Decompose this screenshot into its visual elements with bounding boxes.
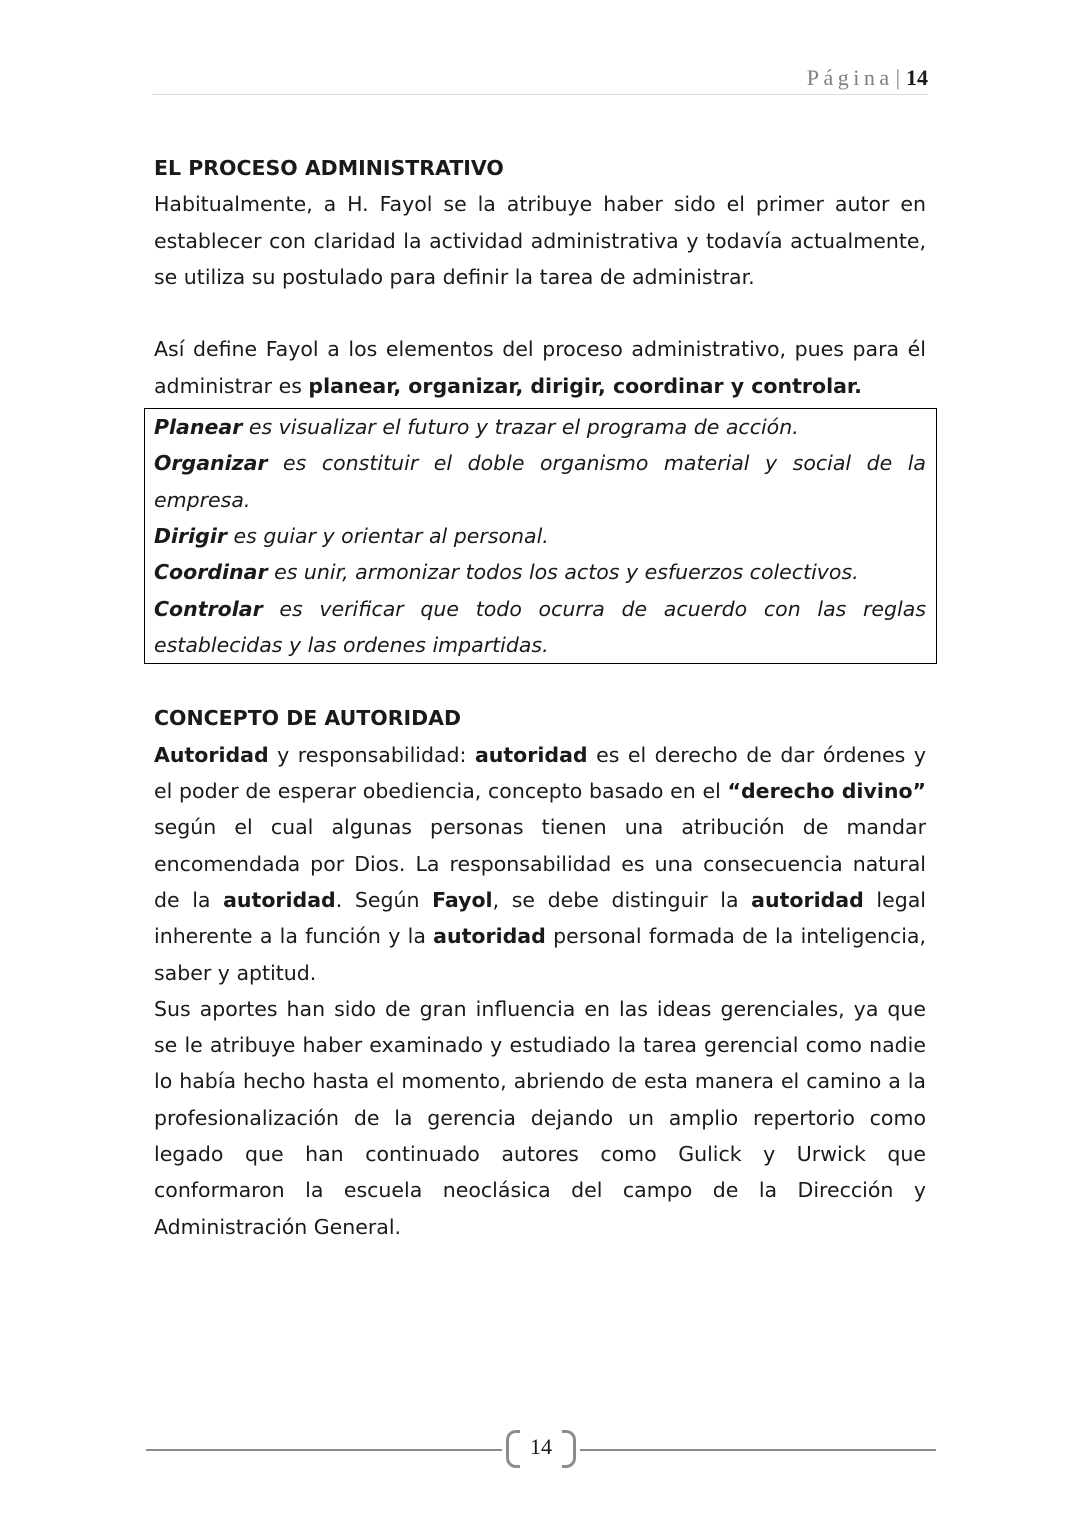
- definition-term: Dirigir: [154, 523, 227, 548]
- paragraph-autoridad: [154, 737, 926, 991]
- spacer: [154, 295, 926, 331]
- text-run: , se debe distinguir la: [492, 887, 752, 912]
- bold-run: Fayol: [432, 887, 493, 912]
- paragraph-elements: [154, 331, 926, 404]
- paragraph-fayol-intro: Habitualmente, a H. Fayol se la atribuye haber sido el primer autor en establecer con claridad la actividad administrativa y todavía actualmente, se utiliza su postulado para definir la tarea de administrar.: [154, 192, 926, 289]
- document-body: [154, 150, 926, 1245]
- text-run: legal inherente a la función y la: [154, 887, 926, 949]
- definition-term: Planear: [154, 415, 243, 440]
- definitions-box: [144, 408, 937, 664]
- page-label: [807, 64, 928, 92]
- definition-text: es constituir el doble organismo material y social de la empresa.: [154, 451, 926, 512]
- definition-term: Organizar: [154, 451, 268, 476]
- paragraph-elements-bold: planear, organizar, dirigir, coordinar y controlar.: [308, 373, 862, 398]
- left-bracket-icon: [506, 1430, 520, 1468]
- footer-rule-left: [146, 1449, 502, 1451]
- definition-planear: [154, 409, 926, 445]
- bold-run: autoridad: [433, 924, 546, 949]
- right-bracket-icon: [562, 1430, 576, 1468]
- page-word: Página: [806, 65, 894, 90]
- bold-run: autoridad: [751, 887, 864, 912]
- spacer: [154, 664, 926, 700]
- text-run: según el cual algunas personas tienen una atribución de mandar encomendada por Dios. La responsabilidad es una consecuencia natural de la: [154, 815, 926, 912]
- page-separator: |: [895, 65, 900, 90]
- definition-text: es unir, armonizar todos los actos y esfuerzos colectivos.: [267, 560, 859, 585]
- paragraph-aportes: Sus aportes han sido de gran influencia en las ideas gerenciales, ya que se le atribuye haber examinado y estudiado la tarea gerencial como nadie lo había hecho hasta el momento, abriendo de esta manera el camino a la profesionalización de la gerencia dejando un amplio repertorio como legado que han continuado autores como Gulick y Urwick que conformaron la escuela neoclásica del campo de la Dirección y Administración General.: [154, 996, 926, 1239]
- definition-dirigir: [154, 518, 926, 554]
- page-footer: [146, 1428, 936, 1476]
- bold-run: Autoridad: [154, 742, 269, 767]
- text-run: . Según: [335, 887, 433, 912]
- text-run: y responsabilidad:: [268, 742, 475, 767]
- definition-term: Controlar: [154, 596, 263, 621]
- header-page-number: 14: [906, 65, 928, 90]
- definition-text: es verificar que todo ocurra de acuerdo con las reglas establecidas y las ordenes impartidas.: [154, 596, 926, 657]
- text-run: es el derecho de dar órdenes y el poder de esperar obediencia, concepto basado en el: [154, 742, 926, 804]
- definition-coordinar: [154, 554, 926, 590]
- definition-text: es guiar y orientar al personal.: [227, 523, 549, 548]
- definition-term: Coordinar: [154, 560, 268, 585]
- bold-run: “derecho divino”: [727, 779, 926, 804]
- section-title-proceso: EL PROCESO ADMINISTRATIVO: [154, 156, 504, 180]
- paragraph-elements-text: Así define Fayol a los elementos del proceso administrativo, pues para él administrar es: [154, 337, 926, 398]
- definition-organizar: [154, 445, 926, 518]
- footer-page-number: 14: [530, 1434, 552, 1459]
- bold-run: autoridad: [223, 887, 336, 912]
- definition-text: es visualizar el futuro y trazar el programa de acción.: [242, 415, 799, 440]
- definition-controlar: [154, 591, 926, 664]
- page-header: [152, 62, 928, 95]
- footer-rule-right: [580, 1449, 936, 1451]
- bold-run: autoridad: [474, 742, 588, 767]
- text-run: personal formada de la inteligencia, saber y aptitud.: [154, 924, 926, 985]
- section-title-autoridad: CONCEPTO DE AUTORIDAD: [154, 706, 462, 731]
